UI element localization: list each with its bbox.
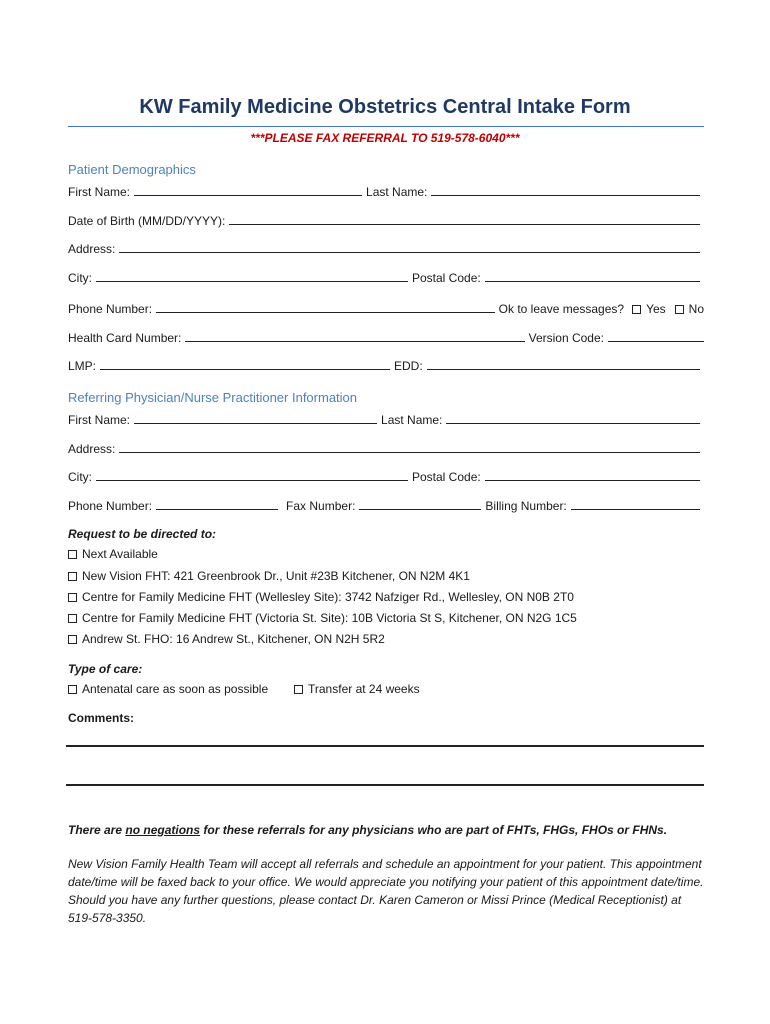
patient-first-name-label: First Name: [68,185,131,199]
lmp-label: LMP: [68,359,97,373]
request-checkbox[interactable] [68,614,77,623]
messages-yes-label: Yes [646,302,666,316]
request-checkbox[interactable] [68,572,77,581]
patient-dob-field[interactable] [229,212,700,225]
edd-label: EDD: [394,359,423,373]
request-checkbox[interactable] [68,635,77,644]
patient-first-name-field[interactable] [134,183,362,196]
messages-yes-checkbox[interactable] [632,305,641,314]
referrer-phone-field[interactable] [156,497,278,510]
patient-city-field[interactable] [96,269,408,282]
request-checkbox[interactable] [68,550,77,559]
patient-address-field[interactable] [119,240,700,253]
request-option-victoria[interactable]: Centre for Family Medicine FHT (Victoria St. Site): 10B Victoria St S, Kitchener, ON N2G 1C5 [68,611,577,625]
referrer-last-name-label: Last Name: [381,413,443,427]
comments-line-2[interactable] [66,784,704,786]
referrer-first-name-label: First Name: [68,413,131,427]
referrer-postal-field[interactable] [485,468,700,481]
request-option-next-available[interactable]: Next Available [68,547,158,561]
care-heading: Type of care: [68,662,143,676]
fax-note: ***PLEASE FAX REFERRAL TO 519-578-6040*** [250,131,520,145]
referrer-address-label: Address: [68,442,116,456]
ok-messages-label: Ok to leave messages? [498,302,625,316]
referrer-last-name-field[interactable] [446,411,700,424]
patient-dob-row [68,210,704,228]
edd-field[interactable] [427,357,700,370]
patient-address-row [68,238,704,256]
request-option-andrew-st[interactable]: Andrew St. FHO: 16 Andrew St., Kitchener, ON N2H 5R2 [68,632,385,646]
patient-postal-label: Postal Code: [412,271,481,285]
referrer-city-field[interactable] [96,468,408,481]
health-card-field[interactable] [185,329,524,342]
billing-number-field[interactable] [571,497,700,510]
patient-address-label: Address: [68,242,116,256]
lmp-edd-row [68,355,704,373]
patient-phone-field[interactable] [156,300,495,313]
comments-label: Comments: [68,711,135,725]
patient-city-row [68,267,704,285]
health-card-row [68,327,704,345]
version-code-label: Version Code: [528,331,604,345]
billing-number-label: Billing Number: [485,499,567,513]
referrer-address-field[interactable] [119,440,700,453]
messages-no-label: No [688,302,704,316]
referrer-city-label: City: [68,470,92,484]
care-option-antenatal[interactable]: Antenatal care as soon as possible [68,682,268,696]
intake-instructions-paragraph: New Vision Family Health Team will accept all referrals and schedule an appointment for your patient. This appointment date/time will be faxed back to your office. We would appreciate you notifying your patient of this appointment date/time. Should you have any further questions, please contact Dr. Karen Cameron or Missi Prince (Medical Receptionist) at 519-578-3350. [68,857,704,925]
patient-postal-field[interactable] [485,269,700,282]
title-underline [68,126,704,127]
referrer-name-row [68,409,704,427]
care-option-transfer[interactable]: Transfer at 24 weeks [294,682,420,696]
referrer-fax-field[interactable] [359,497,481,510]
referrer-fax-label: Fax Number: [286,499,356,513]
patient-last-name-field[interactable] [431,183,700,196]
patient-last-name-label: Last Name: [366,185,428,199]
comments-line-1[interactable] [66,745,704,747]
health-card-label: Health Card Number: [68,331,182,345]
referrer-section-heading: Referring Physician/Nurse Practitioner Information [68,390,358,405]
referrer-postal-label: Postal Code: [412,470,481,484]
patient-name-row [68,181,704,199]
form-title: KW Family Medicine Obstetrics Central Intake Form [139,96,631,118]
patient-phone-row [68,298,704,316]
referrer-address-row [68,438,704,456]
patient-phone-label: Phone Number: [68,302,153,316]
request-checkbox[interactable] [68,593,77,602]
patient-section-heading: Patient Demographics [68,162,196,177]
care-antenatal-checkbox[interactable] [68,685,77,694]
request-heading: Request to be directed to: [68,527,217,541]
care-transfer-checkbox[interactable] [294,685,303,694]
messages-no-checkbox[interactable] [675,305,684,314]
version-code-field[interactable] [608,329,704,342]
referrer-phone-row [68,495,704,513]
referrer-city-row [68,466,704,484]
no-negations-note: There are no negations for these referrals for any physicians who are part of FHTs, FHGs, FHOs or FHNs. [68,823,668,837]
lmp-field[interactable] [100,357,390,370]
request-option-new-vision[interactable]: New Vision FHT: 421 Greenbrook Dr., Unit #23B Kitchener, ON N2M 4K1 [68,569,470,583]
request-option-wellesley[interactable]: Centre for Family Medicine FHT (Wellesley Site): 3742 Nafziger Rd., Wellesley, ON N0B 2T0 [68,590,574,604]
referrer-first-name-field[interactable] [134,411,377,424]
patient-city-label: City: [68,271,92,285]
patient-dob-label: Date of Birth (MM/DD/YYYY): [68,214,226,228]
referrer-phone-label: Phone Number: [68,499,153,513]
